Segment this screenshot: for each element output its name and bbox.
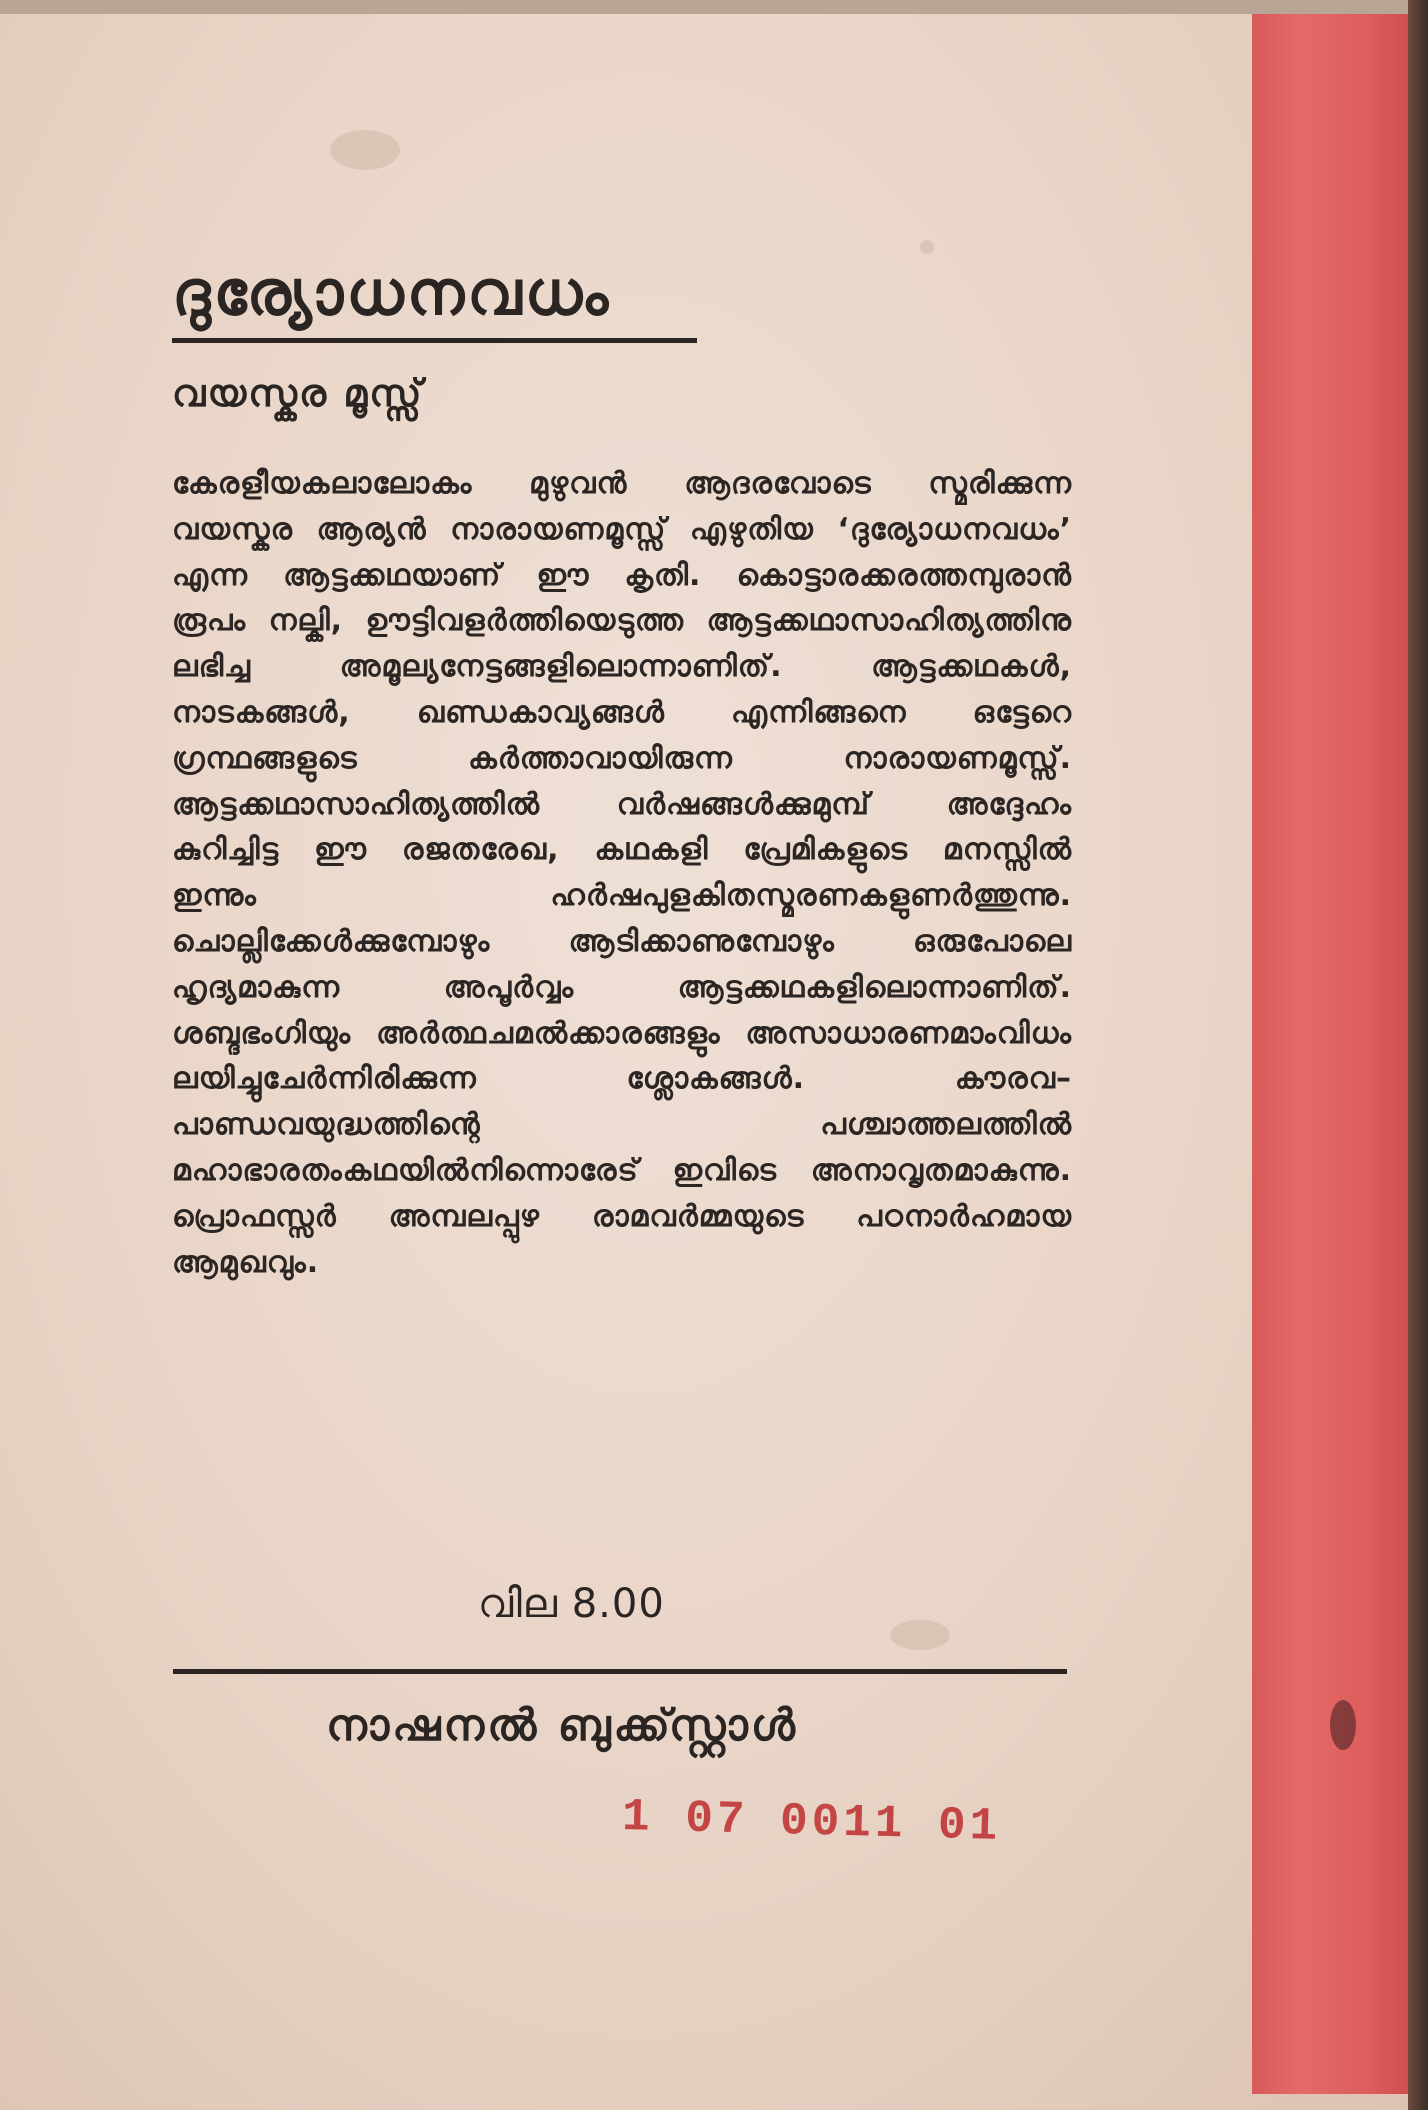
cover-text-block xyxy=(172,250,1072,1285)
publisher-name: നാഷനൽ ബുക്ക്സ്റ്റാൾ xyxy=(326,1700,798,1751)
book-title: ദുര്യോധനവധം xyxy=(172,256,612,329)
red-spine-strip xyxy=(1252,14,1408,2094)
book-description: കേരളീയകലാലോകം മുഴുവൻ ആദരവോടെ സ്മരിക്കുന്ന വയസ്കര ആര്യൻ നാരായണമൂസ്സ് എഴുതിയ ‘ദുര്യോധനവധം’ എന്ന ആട്ടക്കഥയാണ് ഈ കൃതി. കൊട്ടാരക്കരത്തമ്പുരാൻ രൂപം നല്കി, ഊട്ടിവളർത്തിയെടുത്ത ആട്ടക്കഥാസാഹിത്യത്തിനു ലഭിച്ച അമൂല്യനേട്ടങ്ങളിലൊന്നാണിത്. ആട്ടക്കഥകൾ, നാടകങ്ങൾ, ഖണ്ഡകാവ്യങ്ങൾ എന്നിങ്ങനെ ഒട്ടേറെ ഗ്രന്ഥങ്ങളുടെ കർത്താവായിരുന്ന നാരായണമൂസ്സ്. ആട്ടക്കഥാസാഹിത്യത്തിൽ വർഷങ്ങൾക്കുമുമ്പ് അദ്ദേഹം കുറിച്ചിട്ട ഈ രജതരേഖ, കഥകളി പ്രേമികളുടെ മനസ്സിൽ ഇന്നും ഹർഷപുളകിതസ്മരണകളുണർത്തുന്നു. ചൊല്ലിക്കേൾക്കുമ്പോഴും ആടിക്കാണുമ്പോഴും ഒരുപോലെ ഹൃദ്യമാകുന്ന അപൂർവ്വം ആട്ടക്കഥകളിലൊന്നാണിത്. ശബ്ദഭംഗിയും അർത്ഥചമൽക്കാരങ്ങളും അസാധാരണമാംവിധം ലയിച്ചുചേർന്നിരിക്കുന്ന ശ്ലോകങ്ങൾ. കൗരവ–പാണ്ഡവയുദ്ധത്തിന്റെ പശ്ചാത്തലത്തിൽ മഹാഭാരതംകഥയിൽനിന്നൊരേട് ഇവിടെ അനാവൃതമാകുന്നു. പ്രൊഫസ്സർ അമ്പലപ്പുഴ രാമവർമ്മയുടെ പഠനാർഹമായ ആമുഖവും. xyxy=(172,466,1072,1280)
paper-stain xyxy=(330,130,400,170)
cover-top-edge xyxy=(0,0,1428,14)
paper-stain xyxy=(890,1620,950,1650)
book-author: വയസ്കര മൂസ്സ് xyxy=(172,371,424,415)
price-divider xyxy=(173,1669,1067,1674)
spine-stain xyxy=(1330,1700,1356,1750)
inventory-stamp: 1 07 0011 01 xyxy=(621,1791,1002,1853)
spine-edge-shadow xyxy=(1408,0,1428,2110)
book-price: വില 8.00 xyxy=(478,1581,665,1627)
title-underline xyxy=(172,338,697,343)
